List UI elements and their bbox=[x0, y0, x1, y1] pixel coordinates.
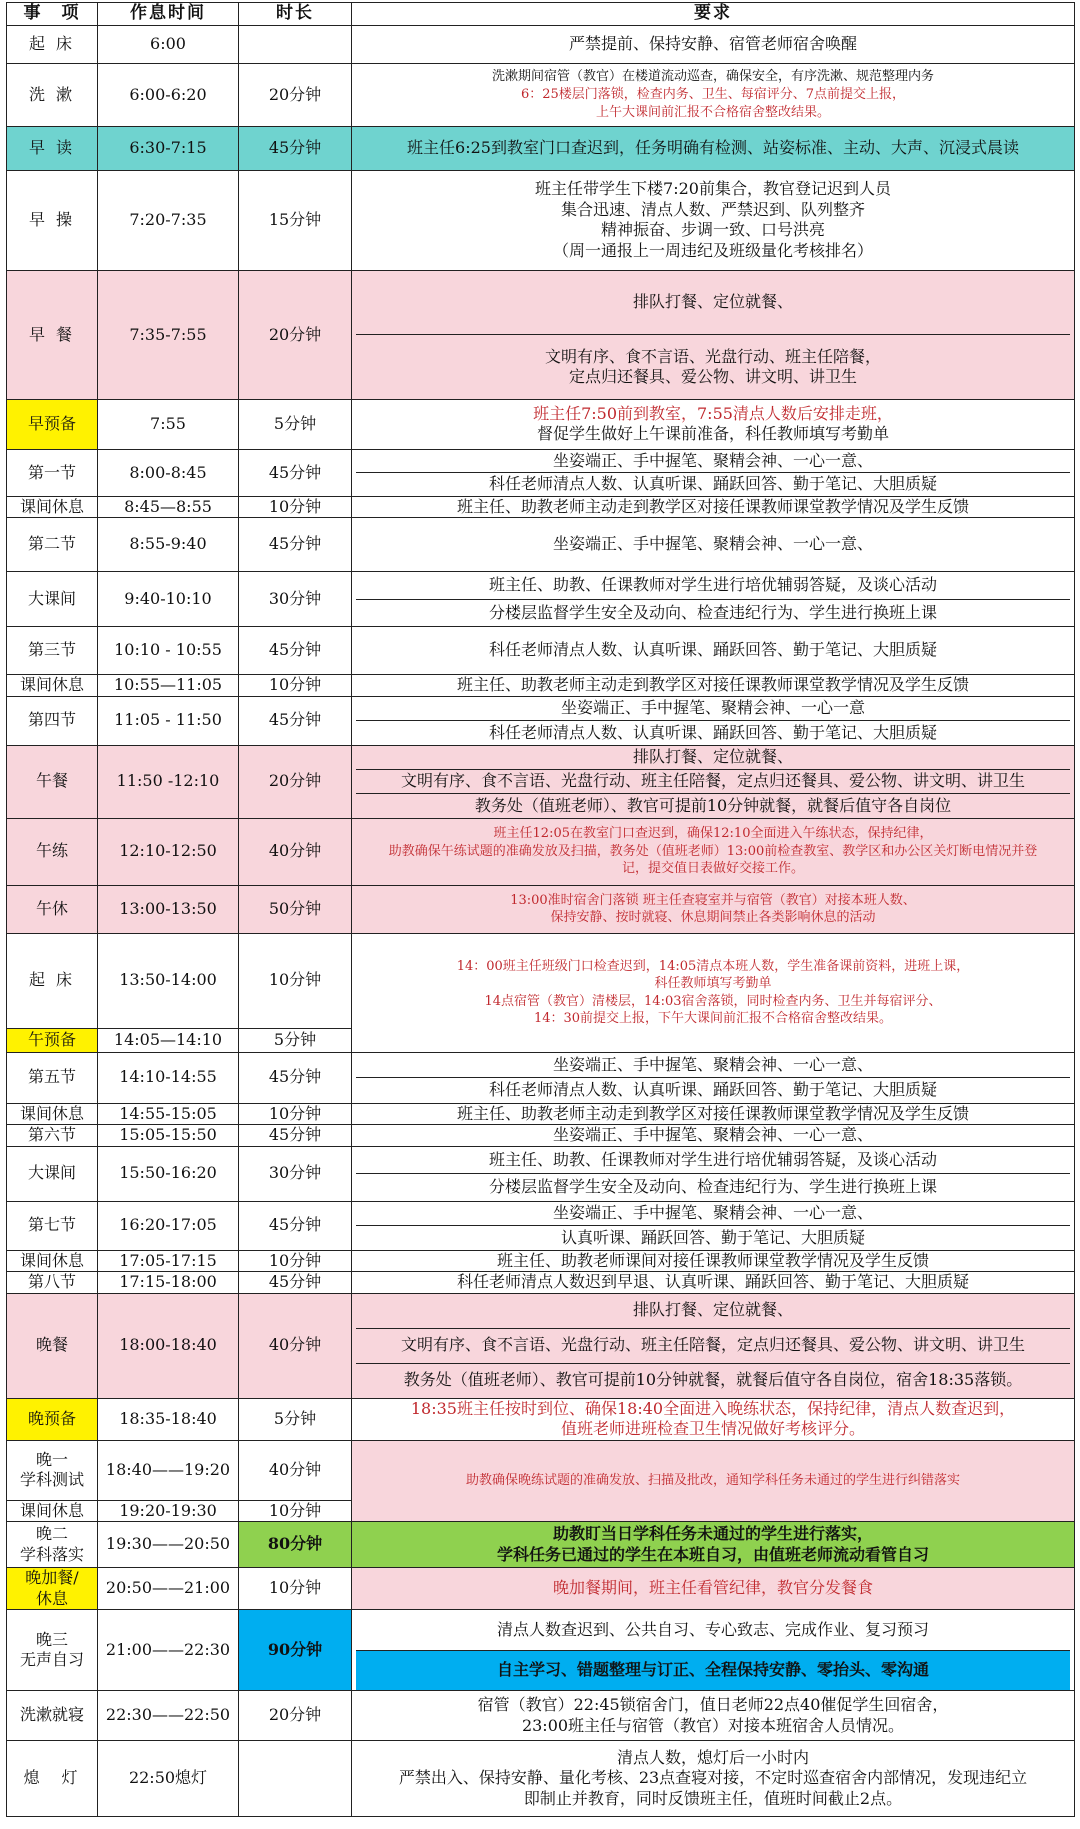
row-duration: 45分钟 bbox=[239, 449, 352, 496]
row-time: 17:05-17:15 bbox=[98, 1250, 239, 1271]
req-line: 严禁出入、保持安静、量化考核、23点查寝对接，不定时巡查宿舍内部情况，发现违纪立 bbox=[398, 1768, 1028, 1788]
table-row bbox=[7, 696, 1075, 745]
table-row bbox=[7, 1522, 1075, 1568]
row-time: 14:10-14:55 bbox=[98, 1052, 239, 1103]
row-duration: 10分钟 bbox=[239, 496, 352, 517]
event-line: 休息 bbox=[35, 1588, 68, 1608]
req-line: 严禁提前、保持安静、宿管老师宿舍唤醒 bbox=[568, 34, 857, 54]
req-line: 学科任务已通过的学生在本班自习，由值班老师流动看管自习 bbox=[496, 1544, 929, 1564]
req-line: 集合迅速、清点人数、严禁迟到、队列整齐 bbox=[560, 199, 865, 219]
req-line: 洗漱期间宿管（教官）在楼道流动巡查，确保安全，有序洗漱、规范整理内务 bbox=[491, 69, 934, 85]
row-event: 起 床 bbox=[7, 25, 98, 63]
table-row bbox=[7, 126, 1075, 170]
req-line: 14：00班主任班级门口检查迟到，14:05清点本班人数，学生准备课前资料，进班上课， bbox=[456, 958, 970, 974]
table-row bbox=[7, 1568, 1075, 1610]
table-row bbox=[7, 1741, 1075, 1817]
row-event: 第七节 bbox=[7, 1201, 98, 1250]
req-line: 上午大课间前汇报不合格宿舍整改结果。 bbox=[595, 104, 830, 120]
row-requirement bbox=[352, 627, 1075, 675]
row-requirement bbox=[352, 1440, 1075, 1521]
row-event: 第五节 bbox=[7, 1052, 98, 1103]
req-line: 18:35班主任按时到位、确保18:40全面进入晚练状态，保持纪律，清点人数查迟到， bbox=[410, 1398, 1016, 1418]
req-line: 14：30前提交上报，下午大课间前汇报不合格宿舍整改结果。 bbox=[533, 1011, 893, 1027]
row-requirement bbox=[352, 1610, 1075, 1691]
row-event: 课间休息 bbox=[7, 1250, 98, 1271]
row-time: 10:10 - 10:55 bbox=[98, 627, 239, 675]
req-line: 教务处（值班老师）、教官可提前10分钟就餐，就餐后值守各自岗位 bbox=[474, 795, 952, 815]
row-time: 14:05—14:10 bbox=[98, 1028, 239, 1052]
row-time: 8:55-9:40 bbox=[98, 518, 239, 572]
row-requirement bbox=[352, 1568, 1075, 1610]
row-duration: 45分钟 bbox=[239, 627, 352, 675]
row-requirement bbox=[352, 399, 1075, 449]
row-event: 早预备 bbox=[7, 399, 98, 449]
table-row bbox=[7, 270, 1075, 399]
req-line: 班主任、助教、任课教师对学生进行培优辅弱答疑，及谈心活动 bbox=[356, 572, 1070, 600]
row-duration: 5分钟 bbox=[239, 399, 352, 449]
row-event bbox=[7, 1522, 98, 1568]
row-duration: 45分钟 bbox=[239, 518, 352, 572]
table-row bbox=[7, 675, 1075, 696]
row-duration: 45分钟 bbox=[239, 1052, 352, 1103]
row-event: 第三节 bbox=[7, 627, 98, 675]
row-event: 晚餐 bbox=[7, 1293, 98, 1398]
row-time: 7:20-7:35 bbox=[98, 170, 239, 270]
req-line: 记，提交值日表做好交接工作。 bbox=[621, 861, 804, 877]
row-duration: 20分钟 bbox=[239, 270, 352, 399]
row-requirement bbox=[352, 1052, 1075, 1103]
event-line: 晚二 bbox=[35, 1524, 68, 1544]
req-line: 班主任带学生下楼7:20前集合，教官登记迟到人员 bbox=[535, 179, 891, 199]
table-row bbox=[7, 25, 1075, 63]
table-row bbox=[7, 818, 1075, 885]
row-time: 11:50 -12:10 bbox=[98, 745, 239, 818]
row-time: 7:35-7:55 bbox=[98, 270, 239, 399]
req-line: 班主任、助教、任课教师对学生进行培优辅弱答疑，及谈心活动 bbox=[356, 1147, 1070, 1175]
event-line: 晚加餐/ bbox=[25, 1568, 79, 1588]
req-line: 教务处（值班老师）、教官可提前10分钟就餐，就餐后值守各自岗位，宿舍18:35落锁。 bbox=[403, 1370, 1023, 1390]
row-duration: 45分钟 bbox=[239, 126, 352, 170]
header-row bbox=[7, 3, 1075, 26]
row-event: 课间休息 bbox=[7, 675, 98, 696]
req-line: 精神振奋、步调一致、口号洪亮 bbox=[600, 220, 825, 240]
row-duration: 10分钟 bbox=[239, 1250, 352, 1271]
table-row bbox=[7, 745, 1075, 818]
req-line: 文明有序、食不言语、光盘行动、班主任陪餐，定点归还餐具、爱公物、讲文明、讲卫生 bbox=[356, 1329, 1070, 1364]
row-time: 8:00-8:45 bbox=[98, 449, 239, 496]
table-row bbox=[7, 1272, 1075, 1293]
row-duration: 20分钟 bbox=[239, 745, 352, 818]
row-event: 课间休息 bbox=[7, 496, 98, 517]
header-event: 事 项 bbox=[7, 3, 98, 26]
row-duration: 10分钟 bbox=[239, 1103, 352, 1124]
req-cell bbox=[356, 271, 1070, 336]
req-line: 坐姿端正、手中握笔、聚精会神、一心一意、 bbox=[552, 1125, 873, 1145]
req-line: 分楼层监督学生安全及动向、检查违纪行为、学生进行换班上课 bbox=[488, 1177, 937, 1197]
table-row bbox=[7, 399, 1075, 449]
row-requirement bbox=[352, 1201, 1075, 1250]
row-event: 早 餐 bbox=[7, 270, 98, 399]
row-requirement bbox=[352, 270, 1075, 399]
req-line: 6：25楼层门落锁，检查内务、卫生、每宿评分、7点前提交上报， bbox=[520, 86, 906, 102]
row-time: 6:30-7:15 bbox=[98, 126, 239, 170]
row-time: 8:45—8:55 bbox=[98, 496, 239, 517]
row-requirement bbox=[352, 885, 1075, 933]
table-row bbox=[7, 1293, 1075, 1398]
row-time: 9:40-10:10 bbox=[98, 572, 239, 627]
table-row bbox=[7, 885, 1075, 933]
row-duration: 30分钟 bbox=[239, 572, 352, 627]
req-cell bbox=[356, 335, 1070, 399]
row-requirement bbox=[352, 1146, 1075, 1201]
req-line: 科任老师清点人数、认真听课、踊跃回答、勤于笔记、大胆质疑 bbox=[488, 1080, 937, 1100]
req-line: 值班老师进班检查卫生情况做好考核评分。 bbox=[560, 1419, 865, 1439]
table-row bbox=[7, 1103, 1075, 1124]
row-event: 第二节 bbox=[7, 518, 98, 572]
req-line: 自主学习、错题整理与订正、全程保持安静、零抬头、零沟通 bbox=[356, 1651, 1070, 1691]
req-line: 晚加餐期间，班主任看管纪律，教官分发餐食 bbox=[552, 1578, 873, 1598]
req-line: 清点人数，熄灯后一小时内 bbox=[616, 1747, 809, 1767]
row-requirement bbox=[352, 1691, 1075, 1741]
table-row bbox=[7, 63, 1075, 126]
req-line: 认真听课、踊跃回答、勤于笔记、大胆质疑 bbox=[560, 1227, 865, 1247]
req-line: 班主任7:50前到教室，7:55清点人数后安排走班， bbox=[533, 403, 893, 423]
event-line: 学科落实 bbox=[19, 1544, 84, 1564]
req-line: 班主任、助教老师课间对接任课教师课堂教学情况及学生反馈 bbox=[496, 1250, 929, 1270]
row-event: 洗漱就寝 bbox=[7, 1691, 98, 1741]
row-time: 13:50-14:00 bbox=[98, 933, 239, 1028]
row-requirement bbox=[352, 170, 1075, 270]
row-time: 17:15-18:00 bbox=[98, 1272, 239, 1293]
row-event: 午餐 bbox=[7, 745, 98, 818]
req-line: 科任老师清点人数迟到早退、认真听课、踊跃回答、勤于笔记、大胆质疑 bbox=[456, 1272, 969, 1292]
row-duration: 45分钟 bbox=[239, 1125, 352, 1146]
row-event: 早 读 bbox=[7, 126, 98, 170]
row-requirement bbox=[352, 126, 1075, 170]
req-line: 清点人数查迟到、公共自习、专心致志、完成作业、复习预习 bbox=[356, 1610, 1070, 1651]
table-row bbox=[7, 1125, 1075, 1146]
row-event: 洗 漱 bbox=[7, 63, 98, 126]
row-time: 19:20-19:30 bbox=[98, 1500, 239, 1521]
req-line: 分楼层监督学生安全及动向、检查违纪行为、学生进行换班上课 bbox=[488, 602, 937, 622]
row-time: 18:40——19:20 bbox=[98, 1440, 239, 1500]
row-time: 22:50熄灯 bbox=[98, 1741, 239, 1817]
row-event bbox=[7, 1568, 98, 1610]
row-duration: 10分钟 bbox=[239, 933, 352, 1028]
row-time: 15:50-16:20 bbox=[98, 1146, 239, 1201]
row-event bbox=[7, 1440, 98, 1500]
row-event: 第八节 bbox=[7, 1272, 98, 1293]
req-line: 督促学生做好上午课前准备，科任教师填写考勤单 bbox=[536, 424, 889, 444]
row-time: 20:50——21:00 bbox=[98, 1568, 239, 1610]
row-duration: 10分钟 bbox=[239, 675, 352, 696]
req-line: 宿管（教官）22:45锁宿舍门，值日老师22点40催促学生回宿舍， bbox=[477, 1695, 949, 1715]
header-duration: 时长 bbox=[239, 3, 352, 26]
row-requirement bbox=[352, 1250, 1075, 1271]
row-duration: 45分钟 bbox=[239, 1272, 352, 1293]
row-duration: 10分钟 bbox=[239, 1500, 352, 1521]
row-requirement bbox=[352, 933, 1075, 1052]
row-requirement bbox=[352, 745, 1075, 818]
row-duration: 40分钟 bbox=[239, 818, 352, 885]
req-line: 定点归还餐具、爱公物、讲文明、讲卫生 bbox=[568, 367, 857, 386]
table-row bbox=[7, 1398, 1075, 1440]
header-time: 作息时间 bbox=[98, 3, 239, 26]
row-requirement bbox=[352, 63, 1075, 126]
req-line: 排队打餐、定位就餐、 bbox=[632, 292, 793, 312]
row-duration: 50分钟 bbox=[239, 885, 352, 933]
row-event: 早 操 bbox=[7, 170, 98, 270]
row-requirement bbox=[352, 572, 1075, 627]
row-duration: 45分钟 bbox=[239, 696, 352, 745]
row-time: 7:55 bbox=[98, 399, 239, 449]
row-event: 第六节 bbox=[7, 1125, 98, 1146]
table-row bbox=[7, 1201, 1075, 1250]
row-time: 13:00-13:50 bbox=[98, 885, 239, 933]
req-line: 助教确保午练试题的准确发放及扫描，教务处（值班老师）13:00前检查教室、教学区和办公区关灯断电情况并登 bbox=[388, 843, 1038, 859]
table-row bbox=[7, 1691, 1075, 1741]
req-line: 排队打餐、定位就餐、 bbox=[356, 1294, 1070, 1329]
table-row bbox=[7, 1146, 1075, 1201]
row-time: 14:55-15:05 bbox=[98, 1103, 239, 1124]
row-requirement bbox=[352, 1103, 1075, 1124]
row-requirement bbox=[352, 696, 1075, 745]
row-event: 课间休息 bbox=[7, 1103, 98, 1124]
table-row bbox=[7, 496, 1075, 517]
row-time: 10:55—11:05 bbox=[98, 675, 239, 696]
row-duration: 40分钟 bbox=[239, 1293, 352, 1398]
schedule-table bbox=[6, 2, 1075, 1817]
row-requirement bbox=[352, 1741, 1075, 1817]
event-line: 晚三 bbox=[35, 1629, 68, 1649]
row-time: 16:20-17:05 bbox=[98, 1201, 239, 1250]
table-row bbox=[7, 449, 1075, 496]
row-duration: 10分钟 bbox=[239, 1568, 352, 1610]
row-event: 第四节 bbox=[7, 696, 98, 745]
row-requirement bbox=[352, 496, 1075, 517]
req-line: 文明有序、食不言语、光盘行动、班主任陪餐，定点归还餐具、爱公物、讲文明、讲卫生 bbox=[356, 770, 1070, 794]
row-duration: 90分钟 bbox=[239, 1610, 352, 1691]
row-requirement bbox=[352, 25, 1075, 63]
row-event: 大课间 bbox=[7, 572, 98, 627]
row-requirement bbox=[352, 449, 1075, 496]
row-requirement bbox=[352, 818, 1075, 885]
row-duration: 5分钟 bbox=[239, 1028, 352, 1052]
table-row bbox=[7, 1610, 1075, 1691]
row-event: 第一节 bbox=[7, 449, 98, 496]
row-duration: 45分钟 bbox=[239, 1201, 352, 1250]
req-line: 班主任、助教老师主动走到教学区对接任课教师课堂教学情况及学生反馈 bbox=[456, 1103, 969, 1123]
table-row bbox=[7, 1440, 1075, 1500]
row-requirement bbox=[352, 1293, 1075, 1398]
req-line: 科任教师填写考勤单 bbox=[654, 976, 772, 992]
req-line: 助教确保晚练试题的准确发放、扫描及批改，通知学科任务未通过的学生进行纠错落实 bbox=[465, 1473, 960, 1489]
row-requirement bbox=[352, 1125, 1075, 1146]
req-line: 保持安静、按时就寝、休息期间禁止各类影响休息的活动 bbox=[550, 910, 876, 926]
table-row bbox=[7, 518, 1075, 572]
req-line: （周一通报上一周违纪及班级量化考核排名） bbox=[552, 240, 873, 260]
table-row bbox=[7, 1250, 1075, 1271]
req-line: 文明有序、食不言语、光盘行动、班主任陪餐， bbox=[544, 346, 881, 366]
req-line: 科任老师清点人数、认真听课、踊跃回答、勤于笔记、大胆质疑 bbox=[488, 640, 937, 660]
table-row bbox=[7, 933, 1075, 1028]
row-duration: 5分钟 bbox=[239, 1398, 352, 1440]
row-event: 晚预备 bbox=[7, 1398, 98, 1440]
table-row bbox=[7, 627, 1075, 675]
req-line: 坐姿端正、手中握笔、聚精会神、一心一意、 bbox=[356, 450, 1070, 474]
event-line: 无声自习 bbox=[19, 1650, 84, 1670]
req-line: 排队打餐、定位就餐、 bbox=[356, 746, 1070, 770]
table-row bbox=[7, 572, 1075, 627]
row-requirement bbox=[352, 1398, 1075, 1440]
req-line: 班主任6:25到教室门口查迟到，任务明确有检测、站姿标准、主动、大声、沉浸式晨读 bbox=[407, 138, 1019, 158]
row-time: 11:05 - 11:50 bbox=[98, 696, 239, 745]
req-line: 助教盯当日学科任务未通过的学生进行落实， bbox=[552, 1524, 873, 1544]
row-event: 午预备 bbox=[7, 1028, 98, 1052]
row-duration: 40分钟 bbox=[239, 1440, 352, 1500]
req-line: 科任老师清点人数、认真听课、踊跃回答、勤于笔记、大胆质疑 bbox=[488, 722, 937, 742]
row-duration: 30分钟 bbox=[239, 1146, 352, 1201]
row-event: 午练 bbox=[7, 818, 98, 885]
row-duration: 15分钟 bbox=[239, 170, 352, 270]
req-line: 坐姿端正、手中握笔、聚精会神、一心一意 bbox=[356, 697, 1070, 722]
table-row bbox=[7, 1052, 1075, 1103]
row-duration bbox=[239, 1741, 352, 1817]
row-requirement bbox=[352, 1522, 1075, 1568]
req-line: 班主任、助教老师主动走到教学区对接任课教师课堂教学情况及学生反馈 bbox=[456, 496, 969, 516]
row-requirement bbox=[352, 518, 1075, 572]
row-event: 课间休息 bbox=[7, 1500, 98, 1521]
row-event: 起 床 bbox=[7, 933, 98, 1028]
row-duration: 20分钟 bbox=[239, 63, 352, 126]
table-row bbox=[7, 170, 1075, 270]
row-time: 18:00-18:40 bbox=[98, 1293, 239, 1398]
req-line: 13:00准时宿舍门落锁 班主任查寝室并与宿管（教官）对接本班人数、 bbox=[510, 892, 916, 908]
row-event: 熄 灯 bbox=[7, 1741, 98, 1817]
req-line: 即制止并教育，同时反馈班主任，值班时间截止2点。 bbox=[523, 1788, 903, 1808]
row-duration: 80分钟 bbox=[239, 1522, 352, 1568]
row-time: 12:10-12:50 bbox=[98, 818, 239, 885]
row-requirement bbox=[352, 675, 1075, 696]
req-line: 坐姿端正、手中握笔、聚精会神、一心一意、 bbox=[552, 534, 873, 554]
req-line: 科任老师清点人数、认真听课、踊跃回答、勤于笔记、大胆质疑 bbox=[488, 474, 937, 494]
row-time: 22:30——22:50 bbox=[98, 1691, 239, 1741]
row-event: 大课间 bbox=[7, 1146, 98, 1201]
req-line: 班主任12:05在教室门口查迟到，确保12:10全面进入午练状态，保持纪律， bbox=[493, 826, 933, 842]
row-time: 6:00 bbox=[98, 25, 239, 63]
header-requirement: 要求 bbox=[352, 3, 1075, 26]
row-duration: 20分钟 bbox=[239, 1691, 352, 1741]
req-line: 坐姿端正、手中握笔、聚精会神、一心一意、 bbox=[356, 1053, 1070, 1079]
event-line: 晚一 bbox=[35, 1449, 68, 1469]
row-duration bbox=[239, 25, 352, 63]
row-time: 15:05-15:50 bbox=[98, 1125, 239, 1146]
row-time: 18:35-18:40 bbox=[98, 1398, 239, 1440]
row-event bbox=[7, 1610, 98, 1691]
req-line: 23:00班主任与宿管（教官）对接本班宿舍人员情况。 bbox=[521, 1715, 905, 1735]
req-line: 班主任、助教老师主动走到教学区对接任课教师课堂教学情况及学生反馈 bbox=[456, 675, 969, 695]
row-time: 6:00-6:20 bbox=[98, 63, 239, 126]
row-time: 21:00——22:30 bbox=[98, 1610, 239, 1691]
req-line: 坐姿端正、手中握笔、聚精会神、一心一意、 bbox=[356, 1202, 1070, 1227]
req-line: 14点宿管（教官）清楼层，14:03宿舍落锁，同时检查内务、卫生并每宿评分、 bbox=[484, 993, 942, 1009]
event-line: 学科测试 bbox=[19, 1470, 84, 1490]
row-time: 19:30——20:50 bbox=[98, 1522, 239, 1568]
row-requirement bbox=[352, 1272, 1075, 1293]
row-event: 午休 bbox=[7, 885, 98, 933]
